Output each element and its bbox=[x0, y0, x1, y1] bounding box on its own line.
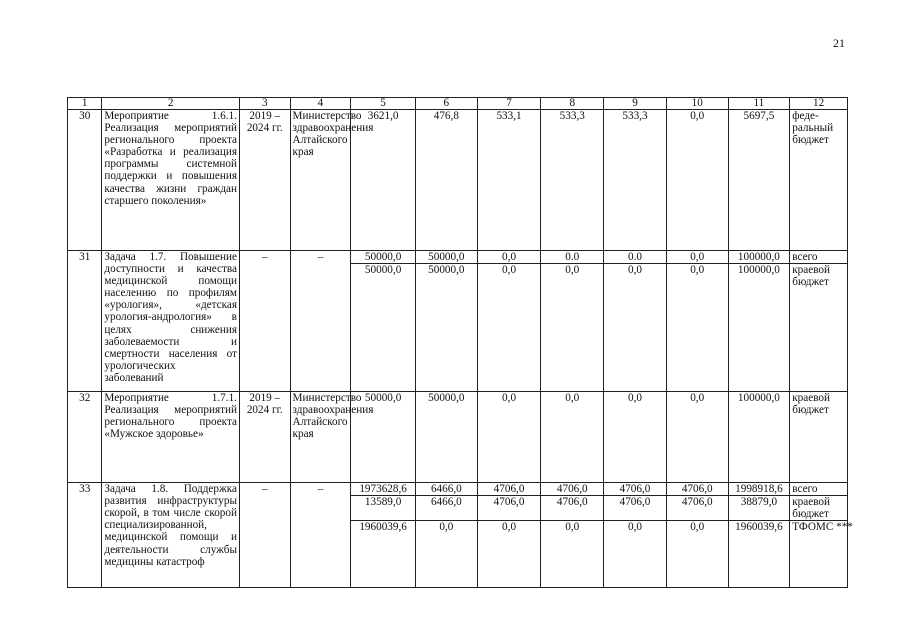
value-col7: 533,1 bbox=[477, 110, 541, 251]
header-cell: 1 bbox=[68, 98, 102, 110]
period: 2019 – 2024 гг. bbox=[239, 392, 290, 483]
value-total: 100000,0 bbox=[728, 392, 790, 483]
value-col10: 0,0 bbox=[666, 521, 728, 588]
value-total: 1960039,6 bbox=[728, 521, 790, 588]
value-total: 1998918,6 bbox=[728, 483, 790, 496]
value-total: 38879,0 bbox=[728, 496, 790, 521]
funding-source: краевой бюджет bbox=[790, 496, 848, 521]
executor: Министерство здравоохранения Алтайского края bbox=[290, 392, 351, 483]
period: – bbox=[239, 251, 290, 392]
executor: Министерство здравоохранения Алтайского края bbox=[290, 110, 351, 251]
value-total: 100000,0 bbox=[728, 264, 790, 392]
funding-source: краевой бюджет bbox=[790, 264, 848, 392]
value-col7: 0,0 bbox=[477, 392, 541, 483]
value-col9: 0,0 bbox=[604, 264, 667, 392]
header-cell: 9 bbox=[604, 98, 667, 110]
value-col7: 0,0 bbox=[477, 264, 541, 392]
value-col7: 4706,0 bbox=[477, 496, 541, 521]
page-number: 21 bbox=[833, 36, 845, 50]
value-col7: 0,0 bbox=[477, 251, 541, 264]
header-row bbox=[68, 98, 848, 110]
value-col5: 1973628,6 bbox=[351, 483, 416, 496]
value-col10: 0,0 bbox=[666, 392, 728, 483]
value-col5: 3621,0 bbox=[351, 110, 416, 251]
value-col9: 533,3 bbox=[604, 110, 667, 251]
table-row bbox=[68, 392, 848, 483]
value-col5: 50000,0 bbox=[351, 251, 416, 264]
value-col10: 4706,0 bbox=[666, 496, 728, 521]
value-col6: 50000,0 bbox=[415, 251, 477, 264]
funding-source: ТФОМС *** bbox=[790, 521, 848, 588]
period: 2019 – 2024 гг. bbox=[239, 110, 290, 251]
task-name: Задача 1.7. Повышение доступности и качества медицинской помощи населению по профилям «урология», «детская урология-андрология» в целях снижения заболеваемости и смертности населения от урологических заболеваний bbox=[102, 251, 240, 392]
value-col8: 0,0 bbox=[541, 392, 604, 483]
value-col5: 1960039,6 bbox=[351, 521, 416, 588]
row-number: 30 bbox=[68, 110, 102, 251]
activity-name: Мероприятие 1.7.1. Реализация мероприятий регионального проекта «Мужское здоровье» bbox=[102, 392, 240, 483]
value-col10: 0,0 bbox=[666, 251, 728, 264]
value-col5: 13589,0 bbox=[351, 496, 416, 521]
row-number: 32 bbox=[68, 392, 102, 483]
header-cell: 11 bbox=[728, 98, 790, 110]
task-name: Задача 1.8. Поддержка развития инфраструктуры скорой, в том числе скорой специализированной, медицинской помощи и деятельности службы медицины катастроф bbox=[102, 483, 240, 588]
table-row bbox=[68, 483, 848, 496]
value-col5: 50000,0 bbox=[351, 392, 416, 483]
value-col6: 0,0 bbox=[415, 521, 477, 588]
value-col6: 6466,0 bbox=[415, 496, 477, 521]
period: – bbox=[239, 483, 290, 588]
value-col10: 0,0 bbox=[666, 110, 728, 251]
row-number: 31 bbox=[68, 251, 102, 392]
executor: – bbox=[290, 483, 351, 588]
header-cell: 5 bbox=[351, 98, 416, 110]
value-col8: 4706,0 bbox=[541, 483, 604, 496]
value-col8: 0,0 bbox=[541, 521, 604, 588]
value-col9: 4706,0 bbox=[604, 483, 667, 496]
value-col8: 533,3 bbox=[541, 110, 604, 251]
value-total: 5697,5 bbox=[728, 110, 790, 251]
header-cell: 6 bbox=[415, 98, 477, 110]
funding-source: феде- ральный бюджет bbox=[790, 110, 848, 251]
table-row bbox=[68, 110, 848, 251]
header-cell: 2 bbox=[102, 98, 240, 110]
table-row bbox=[68, 251, 848, 264]
value-col6: 476,8 bbox=[415, 110, 477, 251]
header-cell: 7 bbox=[477, 98, 541, 110]
value-col6: 6466,0 bbox=[415, 483, 477, 496]
value-col8: 0,0 bbox=[541, 264, 604, 392]
row-number: 33 bbox=[68, 483, 102, 588]
program-table bbox=[67, 97, 853, 588]
value-col8: 4706,0 bbox=[541, 496, 604, 521]
value-col7: 0,0 bbox=[477, 521, 541, 588]
value-col9: 0,0 bbox=[604, 521, 667, 588]
value-col9: 0,0 bbox=[604, 392, 667, 483]
activity-name: Мероприятие 1.6.1. Реализация мероприятий регионального проекта «Разработка и реализация программы системной поддержки и повышения качества жизни граждан старшего поколения» bbox=[102, 110, 240, 251]
executor: – bbox=[290, 251, 351, 392]
header-cell: 4 bbox=[290, 98, 351, 110]
value-col9: 0.0 bbox=[604, 251, 667, 264]
value-total: 100000,0 bbox=[728, 251, 790, 264]
header-cell: 10 bbox=[666, 98, 728, 110]
value-col6: 50000,0 bbox=[415, 264, 477, 392]
value-col9: 4706,0 bbox=[604, 496, 667, 521]
funding-source: всего bbox=[790, 483, 848, 496]
funding-source: краевой бюджет bbox=[790, 392, 848, 483]
header-cell: 8 bbox=[541, 98, 604, 110]
value-col8: 0.0 bbox=[541, 251, 604, 264]
value-col5: 50000,0 bbox=[351, 264, 416, 392]
header-cell: 12 bbox=[790, 98, 848, 110]
value-col6: 50000,0 bbox=[415, 392, 477, 483]
funding-source: всего bbox=[790, 251, 848, 264]
header-cell: 3 bbox=[239, 98, 290, 110]
value-col10: 0,0 bbox=[666, 264, 728, 392]
value-col10: 4706,0 bbox=[666, 483, 728, 496]
value-col7: 4706,0 bbox=[477, 483, 541, 496]
